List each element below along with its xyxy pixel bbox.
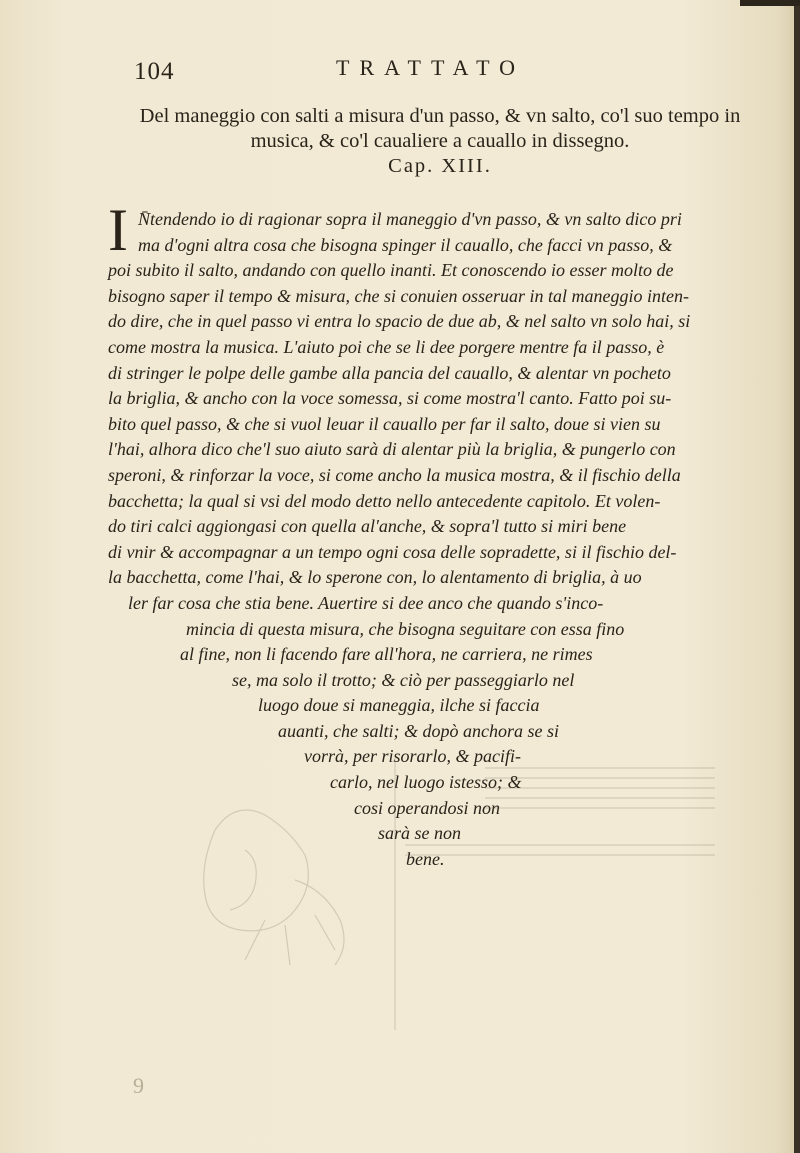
text-line: speroni, & rinforzar la voce, si come ancho la musica mostra, & il fischio della: [108, 464, 681, 485]
text-line: do tiri calci aggiongasi con quella al'anche, & sopra'l tutto si miri bene: [108, 516, 627, 537]
text-line: N̄tendendo io di ragionar sopra il maneggio d'vn passo, & vn salto dico pri: [138, 209, 682, 229]
text-line: come mostra la musica. L'aiuto poi che se li dee porgere mentre fa il passo, è: [108, 336, 665, 357]
text-line: poi subito il salto, andando con quello inanti. Et conoscendo io esser molto de: [108, 260, 674, 281]
text-line: bene.: [406, 848, 445, 869]
chapter-heading: [100, 104, 780, 179]
text-line: carlo, nel luogo istesso; &: [330, 772, 522, 793]
chapter-number: Cap. XIII.: [388, 155, 492, 177]
text-line: bito quel passo, & che si vuol leuar il cauallo per far il salto, doue si vien su: [108, 413, 661, 434]
drop-cap: I: [108, 197, 128, 263]
text-line: auanti, che salti; & dopò anchora se si: [278, 720, 559, 741]
show-through-illustration: [185, 750, 725, 1050]
text-line: bisogno saper il tempo & misura, che si conuien osseruar in tal maneggio inten-: [108, 285, 689, 306]
text-line: di vnir & accompagnar a un tempo ogni cosa delle sopradette, si il fischio del-: [108, 541, 677, 562]
margin-note-text: 9: [133, 1073, 144, 1098]
text-line: al fine, non li facendo fare all'hora, ne carriera, ne rimes: [180, 644, 593, 665]
text-line: la bacchetta, come l'hai, & lo sperone con, lo alentamento di briglia, à uo: [108, 567, 642, 588]
text-line: se, ma solo il trotto; & ciò per passeggiarlo nel: [232, 669, 575, 690]
text-line: la briglia, & ancho con la voce somessa, si come mostra'l canto. Fatto poi su-: [108, 388, 672, 409]
text-line: ler far cosa che stia bene. Auertire si dee anco che quando s'inco-: [128, 592, 604, 613]
page-edge-top: [740, 0, 800, 6]
text-line: mincia di questa misura, che bisogna seguitare con essa fino: [186, 618, 625, 639]
chapter-title-line: musica, & co'l caualiere a cauallo in dissegno.: [250, 130, 630, 152]
text-line: ma d'ogni altra cosa che bisogna spinger il cauallo, che facci vn passo, &: [138, 234, 673, 255]
text-line: bacchetta; la qual si vsi del modo detto nello antecedente capitolo. Et volen-: [108, 490, 661, 511]
running-title: TRATTATO: [336, 55, 526, 80]
text-line: sarà se non: [378, 823, 462, 844]
text-line: luogo doue si maneggia, ilche si faccia: [258, 695, 540, 716]
page-edge-shadow: [794, 0, 800, 1153]
chapter-title-line: Del maneggio con salti a misura d'un passo, & vn salto, co'l suo tempo in: [139, 105, 741, 127]
text-line: di stringer le polpe delle gambe alla pancia del cauallo, & alentar vn pocheto: [108, 362, 671, 383]
text-line: cosi operandosi non: [354, 797, 500, 818]
text-line: do dire, che in quel passo vi entra lo spacio de due ab, & nel salto vn solo hai, si: [108, 311, 691, 332]
faint-margin-mark: [103, 1065, 163, 1105]
text-line: vorrà, per risorarlo, & pacifi-: [304, 746, 522, 767]
page-number: 104: [134, 58, 175, 85]
text-line: l'hai, alhora dico che'l suo aiuto sarà di alentar più la briglia, & pungerlo con: [108, 439, 676, 460]
